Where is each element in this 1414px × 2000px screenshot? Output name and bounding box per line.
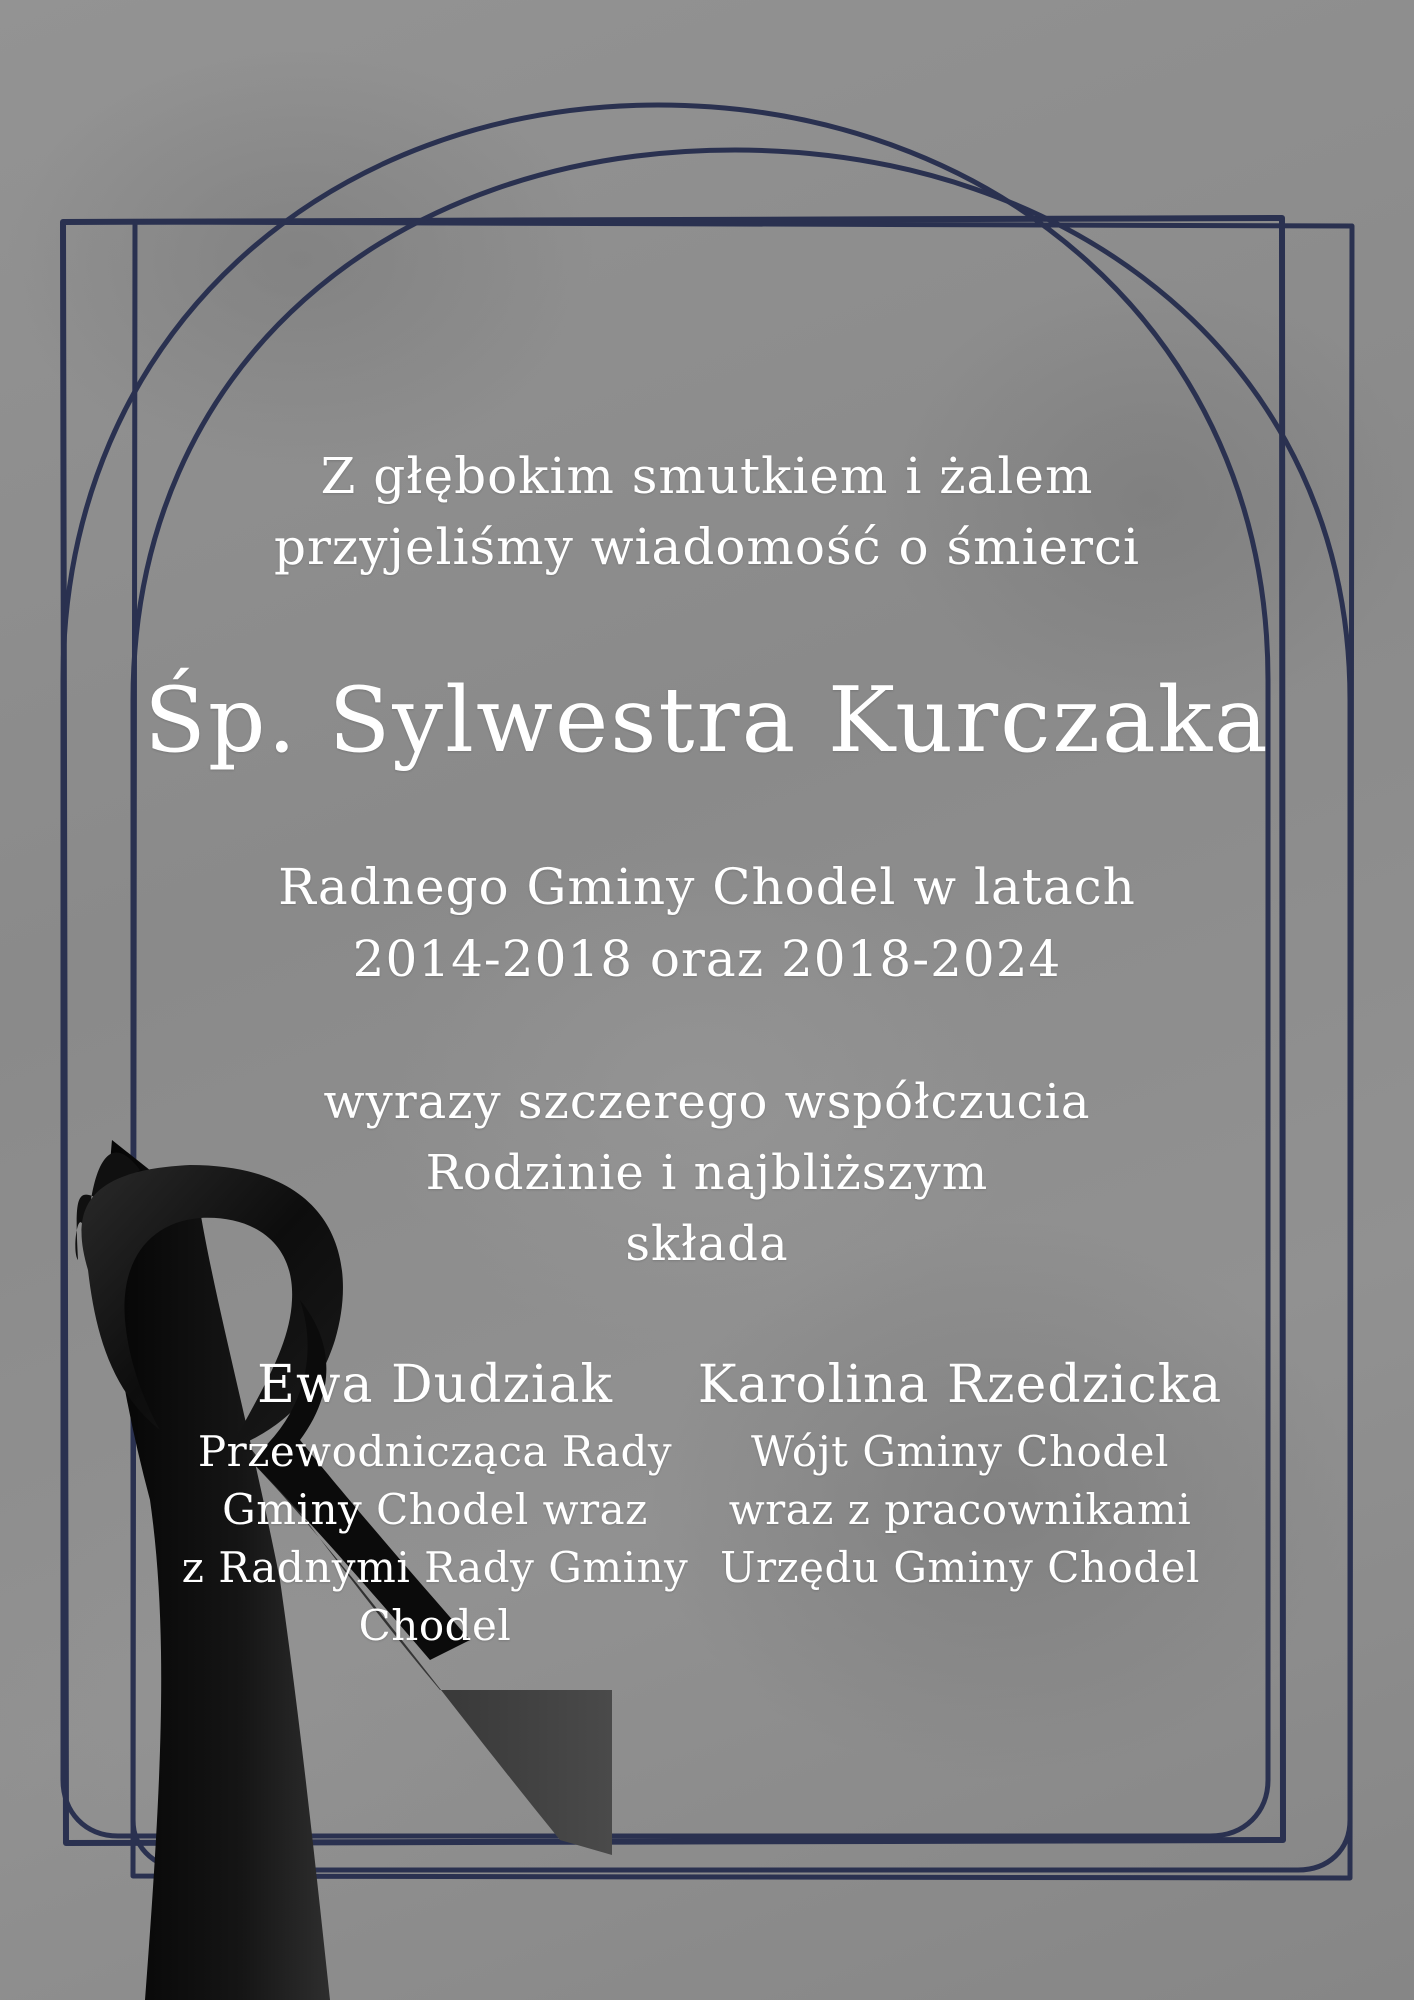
condolence-line-1: wyrazy szczerego współczucia — [323, 1074, 1091, 1130]
deceased-name: Śp. Sylwestra Kurczaka — [144, 668, 1270, 773]
signatory-right-name: Karolina Rzedzicka — [697, 1355, 1223, 1415]
condolence-line-3: składa — [625, 1216, 789, 1272]
signatory-right-line-2: wraz z pracownikami — [728, 1485, 1192, 1534]
signatory-left-line-2: Gminy Chodel wraz — [222, 1485, 648, 1534]
signatory-left-line-3: z Radnymi Rady Gminy — [181, 1543, 689, 1592]
intro-line-2: przyjeliśmy wiadomość o śmierci — [273, 518, 1141, 576]
signatory-right-line-3: Urzędu Gminy Chodel — [720, 1543, 1200, 1592]
signatory-right-line-1: Wójt Gminy Chodel — [751, 1427, 1169, 1476]
condolence-line-2: Rodzinie i najbliższym — [425, 1145, 989, 1201]
signatory-left-line-1: Przewodnicząca Rady — [197, 1427, 673, 1476]
signatory-right — [690, 1355, 1230, 1597]
intro-line-1: Z głębokim smutkiem i żalem — [320, 447, 1094, 505]
signatory-left-name: Ewa Dudziak — [256, 1355, 613, 1415]
role-line-2: 2014-2018 oraz 2018-2024 — [352, 930, 1062, 988]
role-line-1: Radnego Gminy Chodel w latach — [278, 858, 1136, 916]
signatory-left-line-4: Chodel — [358, 1601, 512, 1650]
signatory-left — [150, 1355, 720, 1655]
